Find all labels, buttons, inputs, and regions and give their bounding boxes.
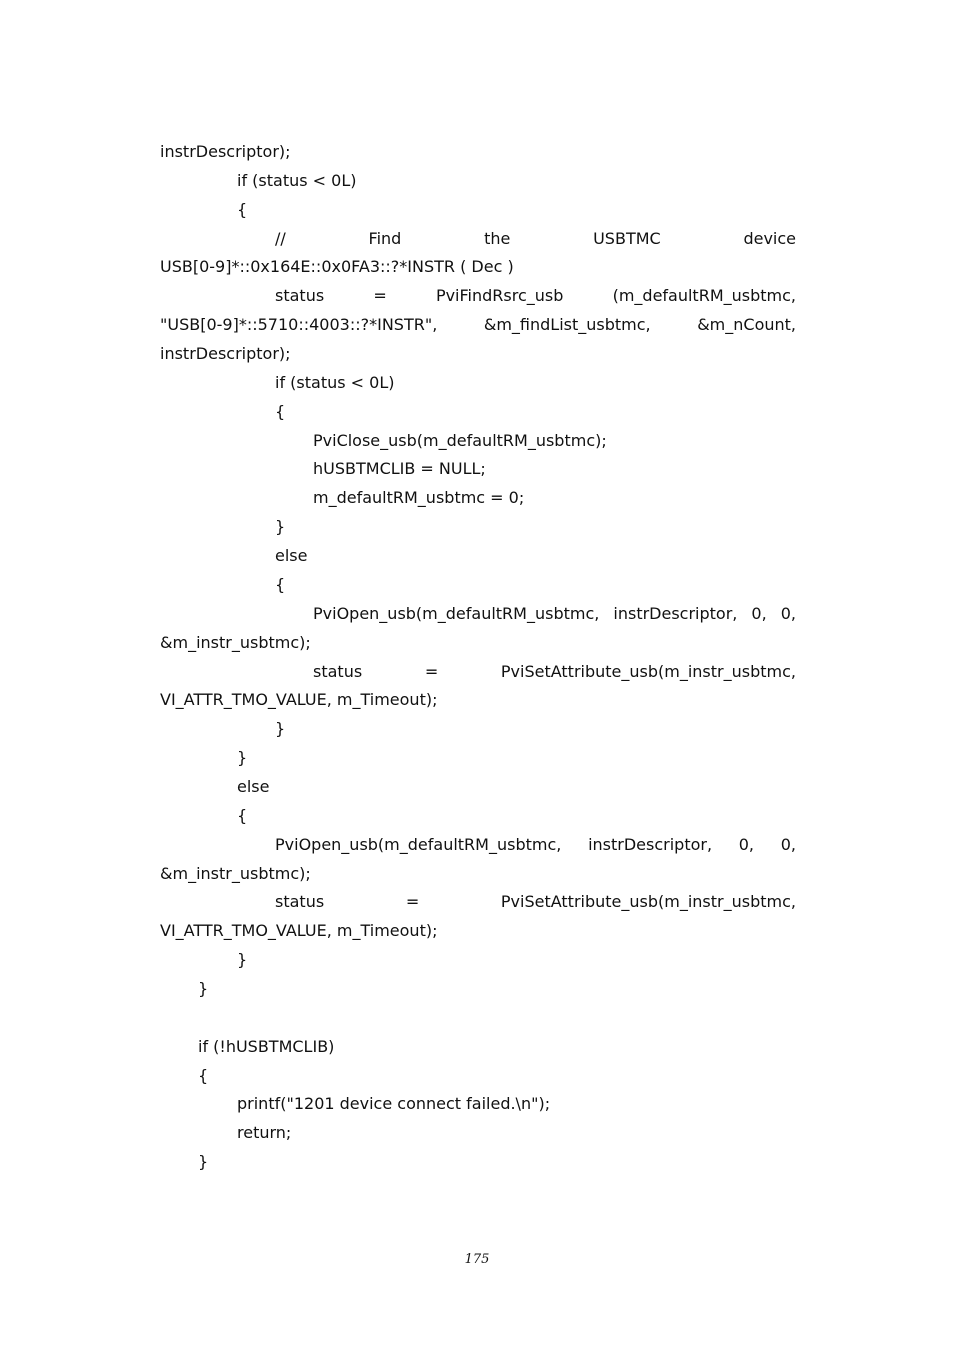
code-line: { [198, 1066, 209, 1085]
code-line: status = PviSetAttribute_usb(m_instr_usbtmc, [275, 892, 796, 911]
code-line: else [237, 777, 270, 796]
code-line: } [198, 1152, 209, 1171]
code-line: // Find the USBTMC device [275, 229, 796, 248]
code-line: hUSBTMCLIB = NULL; [313, 459, 486, 478]
code-line: PviOpen_usb(m_defaultRM_usbtmc, instrDescriptor, 0, 0, [275, 835, 796, 854]
code-line: &m_instr_usbtmc); [160, 864, 311, 883]
code-line: } [237, 950, 248, 969]
code-line: if (status < 0L) [275, 373, 395, 392]
code-line: { [275, 402, 286, 421]
code-line: if (status < 0L) [237, 171, 357, 190]
code-line: else [275, 546, 308, 565]
code-line: { [275, 575, 286, 594]
code-line: } [275, 719, 286, 738]
code-line: } [237, 748, 248, 767]
code-line: if (!hUSBTMCLIB) [198, 1037, 335, 1056]
code-line: } [198, 979, 209, 998]
code-line: { [237, 806, 248, 825]
code-line: printf("1201 device connect failed.\n"); [237, 1094, 551, 1113]
code-line: { [237, 200, 248, 219]
code-line: status = PviFindRsrc_usb (m_defaultRM_usbtmc, [275, 286, 796, 305]
code-line: return; [237, 1123, 292, 1142]
code-line: status = PviSetAttribute_usb(m_instr_usbtmc, [313, 662, 796, 681]
code-line: "USB[0-9]*::5710::4003::?*INSTR", &m_findList_usbtmc, &m_nCount, [160, 315, 796, 334]
code-line: instrDescriptor); [160, 344, 291, 363]
code-line: VI_ATTR_TMO_VALUE, m_Timeout); [160, 690, 438, 709]
code-line: PviOpen_usb(m_defaultRM_usbtmc, instrDescriptor, 0, 0, [313, 604, 796, 623]
code-line: PviClose_usb(m_defaultRM_usbtmc); [313, 431, 607, 450]
page-number: 175 [464, 1252, 490, 1267]
code-line: USB[0-9]*::0x164E::0x0FA3::?*INSTR ( Dec ) [160, 257, 514, 276]
code-line: m_defaultRM_usbtmc = 0; [313, 488, 525, 507]
code-line: VI_ATTR_TMO_VALUE, m_Timeout); [160, 921, 438, 940]
code-line: instrDescriptor); [160, 142, 291, 161]
code-line: &m_instr_usbtmc); [160, 633, 311, 652]
code-line: } [275, 517, 286, 536]
